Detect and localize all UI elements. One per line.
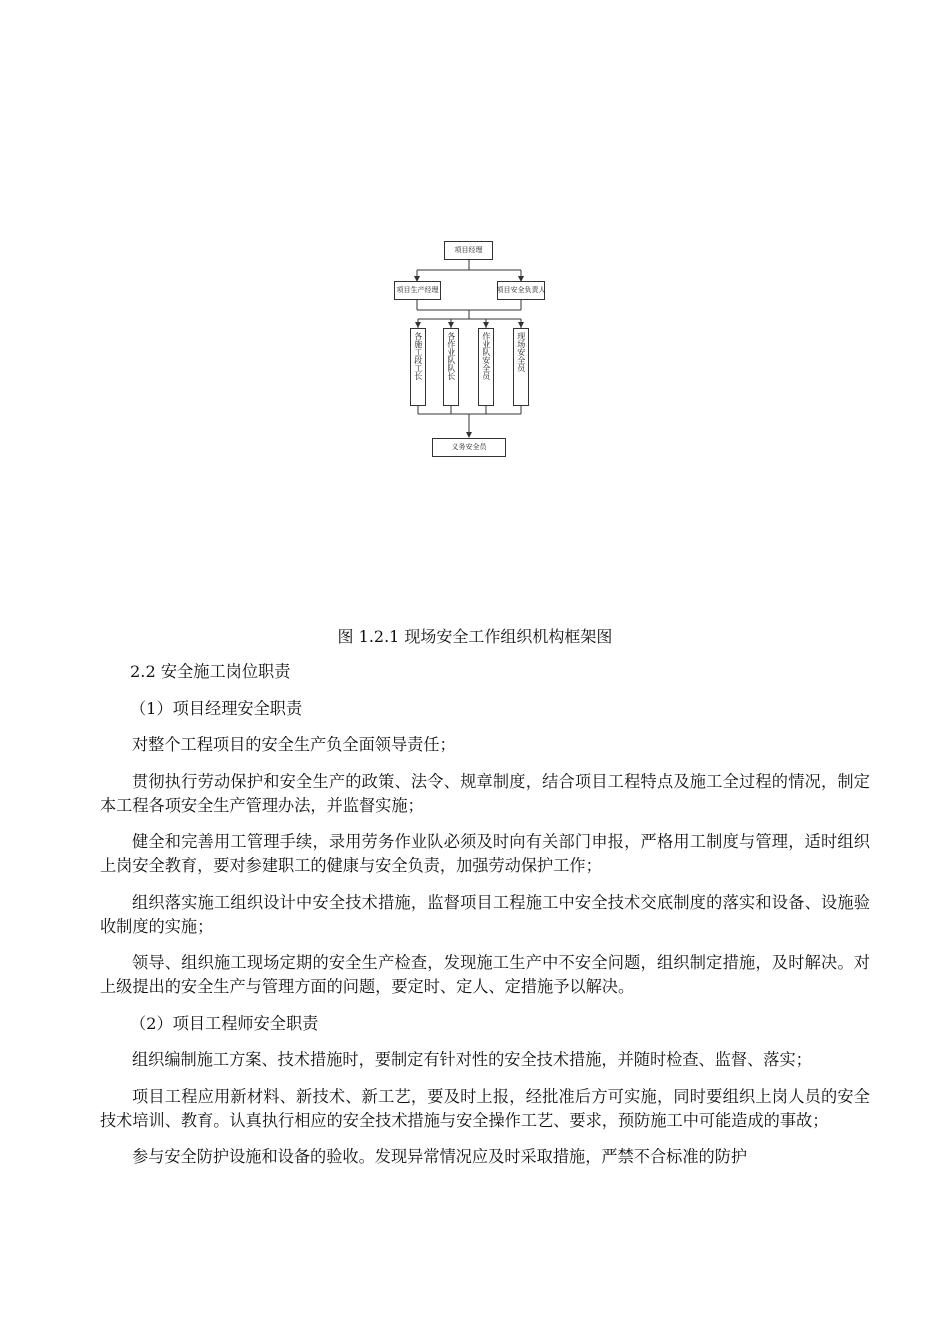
paragraph: 项目工程应用新材料、新技术、新工艺，要及时上报，经批准后方可实施，同时要组织上岗人员的安全技术培训、教育。认真执行相应的安全技术措施与安全操作工艺、要求，预防施工中可能造成的事故； [100, 1086, 870, 1130]
org-box-volunteer-safety-officer: 义务安全员 [432, 438, 506, 457]
paragraph: 健全和完善用工管理手续，录用劳务作业队必须及时向有关部门申报，严格用工制度与管理，适时组织上岗安全教育，要对参建职工的健康与安全负责，加强劳动保护工作； [100, 832, 870, 875]
paragraph: 贯彻执行劳动保护和安全生产的政策、法令、规章制度，结合项目工程特点及施工全过程的情况，制定本工程各项安全生产管理办法，并监督实施； [100, 771, 870, 815]
paragraph: 领导、组织施工现场定期的安全生产检查，发现施工生产中不安全问题，组织制定措施，及时解决。对上级提出的安全生产与管理方面的问题，要定时、定人、定措施予以解决。 [100, 953, 870, 996]
figure-caption: 图 1.2.1 现场安全工作组织机构框架图 [337, 627, 613, 646]
paragraph: 组织落实施工组织设计中安全技术措施，监督项目工程施工中安全技术交底制度的落实和设备、设施验收制度的实施； [100, 892, 870, 936]
paragraph: 对整个工程项目的安全生产负全面领导责任； [132, 735, 456, 754]
body-text [100, 660, 870, 1182]
subsection-heading: （2）项目工程师安全职责 [130, 1013, 319, 1033]
paragraph: 组织编制施工方案、技术措施时，要制定有针对性的安全技术措施，并随时检查、监督、落实； [132, 1050, 812, 1069]
org-box-section-foreman: 各施工段工长 [410, 328, 426, 406]
org-box-site-safety-officer: 现场安全员 [513, 328, 529, 406]
org-box-team-leader: 各作业队队长 [443, 328, 459, 406]
org-box-team-safety-officer: 作业队安全员 [478, 328, 494, 406]
org-box-top: 项目经理 [444, 241, 493, 260]
org-box-production-manager: 项目生产经理 [394, 281, 441, 300]
section-heading: 2.2 安全施工岗位职责 [130, 662, 291, 681]
subsection-heading: （1）项目经理安全职责 [130, 698, 303, 718]
org-chart-connectors [0, 0, 950, 470]
org-box-safety-lead: 项目安全负责人 [497, 281, 545, 300]
paragraph: 参与安全防护设施和设备的验收。发现异常情况应及时采取措施，严禁不合标准的防护 [132, 1147, 748, 1166]
